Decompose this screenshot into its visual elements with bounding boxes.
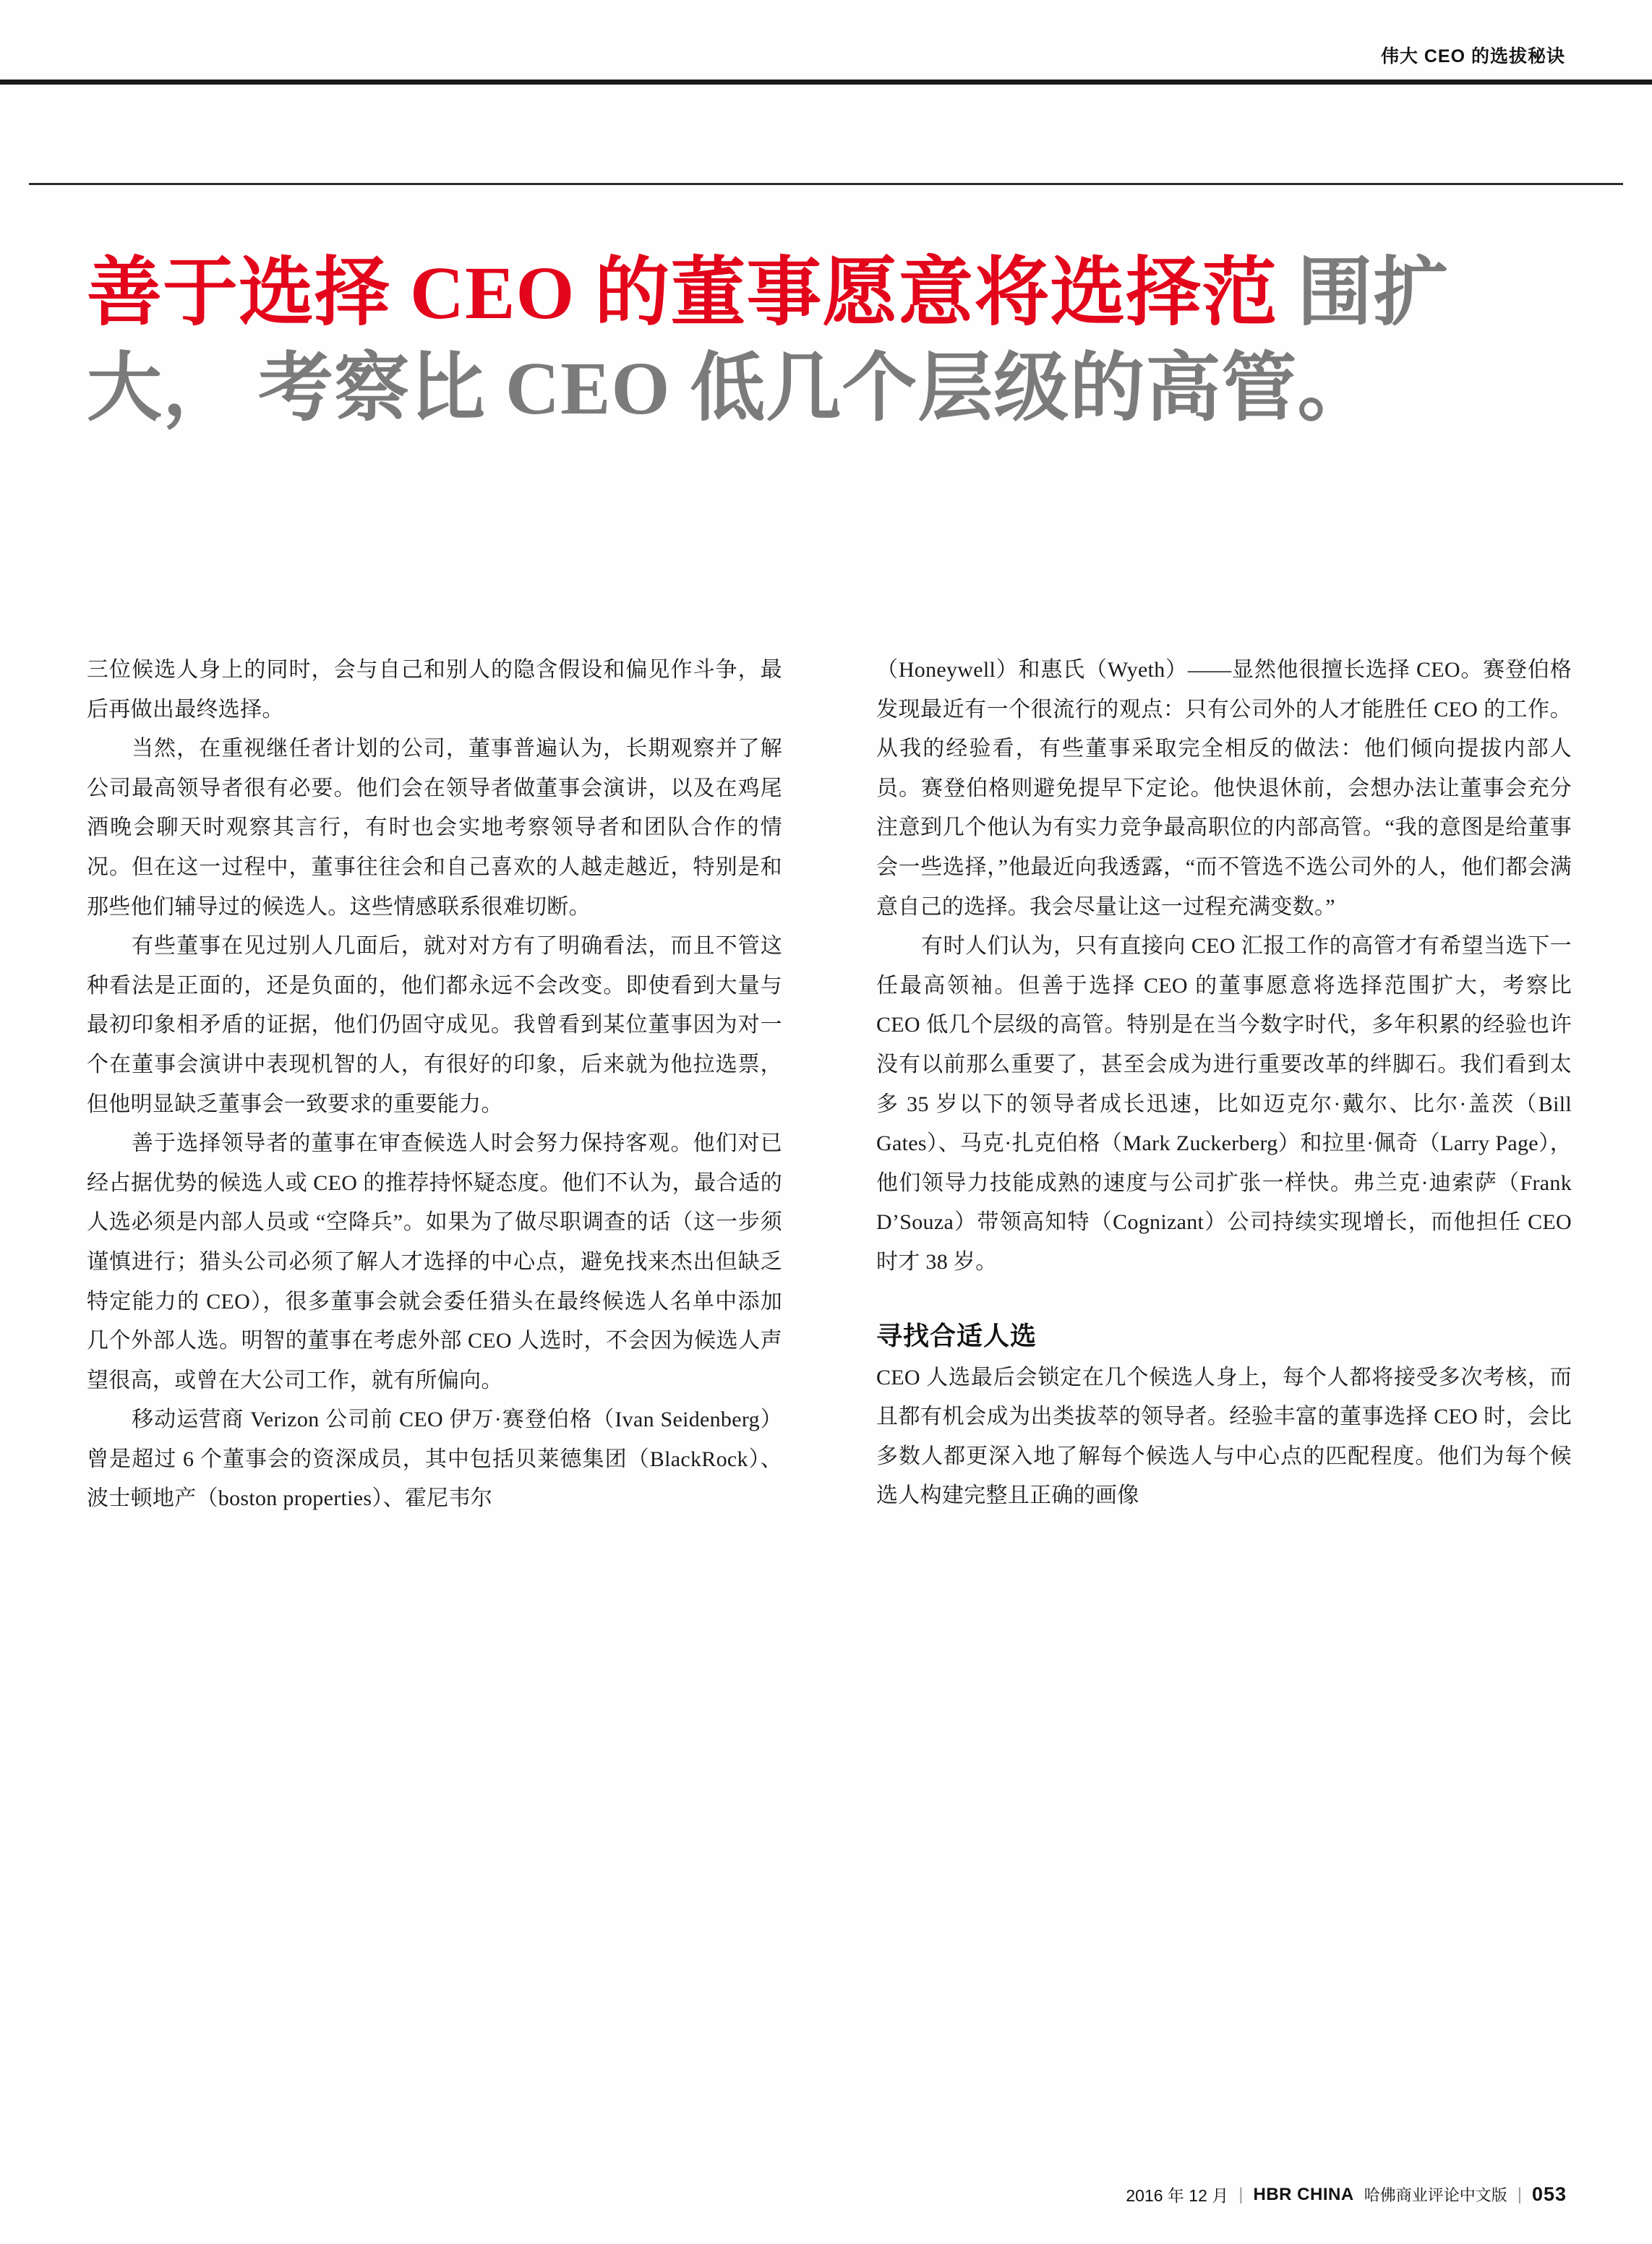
secondary-rule xyxy=(29,183,1623,185)
paragraph: 当然，在重视继任者计划的公司，董事普遍认为，长期观察并了解公司最高领导者很有必要。他们会在领导者做董事会演讲，以及在鸡尾酒晚会聊天时观察其言行，有时也会实地考察领导者和团队合作的情况。但在这一过程中，董事往往会和自己喜欢的人越走越近，特别是和那些他们辅导过的候选人。这些情感联系很难切断。 xyxy=(87,737,782,919)
left-column xyxy=(87,651,782,1519)
brand-name: HBR CHINA xyxy=(1253,2184,1354,2204)
pull-quote xyxy=(87,246,1572,437)
right-column xyxy=(876,651,1572,1519)
running-head: 伟大 CEO 的选拔秘诀 xyxy=(1380,46,1565,67)
pull-quote-rest: 围扩大， 考察比 CEO 低几个层级的高管。 xyxy=(87,252,1450,431)
section-subhead: 寻找合适人选 xyxy=(876,1320,1037,1350)
footer-separator: | xyxy=(1517,2184,1522,2204)
page-number: 053 xyxy=(1531,2183,1567,2205)
top-rule xyxy=(0,80,1652,85)
pull-quote-highlight: 善于选择 CEO 的董事愿意将选择范 xyxy=(87,252,1278,335)
body-columns xyxy=(87,651,1572,1519)
footer-separator: | xyxy=(1238,2184,1244,2204)
paragraph: 有些董事在见过别人几面后，就对对方有了明确看法，而且不管这种看法是正面的，还是负面的，他们都永远不会改变。即使看到大量与最初印象相矛盾的证据，他们仍固守成见。我曾看到某位董事因为对一个在董事会演讲中表现机智的人，有很好的印象，后来就为他拉选票，但他明显缺乏董事会一致要求的重要能力。 xyxy=(87,934,782,1116)
page-footer xyxy=(1126,2183,1567,2206)
paragraph: 有时人们认为，只有直接向 CEO 汇报工作的高管才有希望当选下一任最高领袖。但善于选择 CEO 的董事愿意将选择范围扩大，考察比 CEO 低几个层级的高管。特别是在当今数字时代，多年积累的经验也许没有以前那么重要了，甚至会成为进行重要改革的绊脚石。我们看到太多 35 岁以下的领导者成长迅速，比如迈克尔·戴尔、比尔·盖茨（Bill Gates）、马克·扎克伯格（Mark Zuckerberg）和拉里·佩奇（Larry Page），他们领导力技能成熟的速度与公司扩张一样快。弗兰克·迪索萨（Frank D’Souza）带领高知特（Cognizant）公司持续实现增长，而他担任 CEO 时才 38 岁。 xyxy=(876,934,1572,1274)
brand-name-chinese: 哈佛商业评论中文版 xyxy=(1364,2186,1507,2204)
paragraph: 善于选择领导者的董事在审查候选人时会努力保持客观。他们对已经占据优势的候选人或 CEO 的推荐持怀疑态度。他们不认为，最合适的人选必须是内部人员或 “空降兵”。如果为了做尽职调查的话（这一步须谨慎进行；猎头公司必须了解人才选择的中心点，避免找来杰出但缺乏特定能力的 CEO），很多董事会就会委任猎头在最终候选人名单中添加几个外部人选。明智的董事在考虑外部 CEO 人选时，不会因为候选人声望很高，或曾在大公司工作，就有所偏向。 xyxy=(87,1131,782,1392)
paragraph: 移动运营商 Verizon 公司前 CEO 伊万·赛登伯格（Ivan Seidenberg）曾是超过 6 个董事会的资深成员，其中包括贝莱德集团（BlackRock）、波士顿地产（boston properties）、霍尼韦尔 xyxy=(87,1408,782,1511)
paragraph: 三位候选人身上的同时，会与自己和别人的隐含假设和偏见作斗争，最后再做出最终选择。 xyxy=(87,658,782,721)
paragraph: CEO 人选最后会锁定在几个候选人身上，每个人都将接受多次考核，而且都有机会成为出类拔萃的领导者。经验丰富的董事选择 CEO 时，会比多数人都更深入地了解每个候选人与中心点的匹配程度。他们为每个候选人构建完整且正确的画像 xyxy=(876,1365,1572,1508)
issue-date: 2016 年 12 月 xyxy=(1126,2186,1229,2205)
paragraph: （Honeywell）和惠氏（Wyeth）——显然他很擅长选择 CEO。赛登伯格发现最近有一个很流行的观点：只有公司外的人才能胜任 CEO 的工作。从我的经验看，有些董事采取完全相反的做法：他们倾向提拔内部人员。赛登伯格则避免提早下定论。他快退休前，会想办法让董事会充分注意到几个他认为有实力竞争最高职位的内部高管。“我的意图是给董事会一些选择，”他最近向我透露，“而不管选不选公司外的人，他们都会满意自己的选择。我会尽量让这一过程充满变数。” xyxy=(876,658,1572,919)
